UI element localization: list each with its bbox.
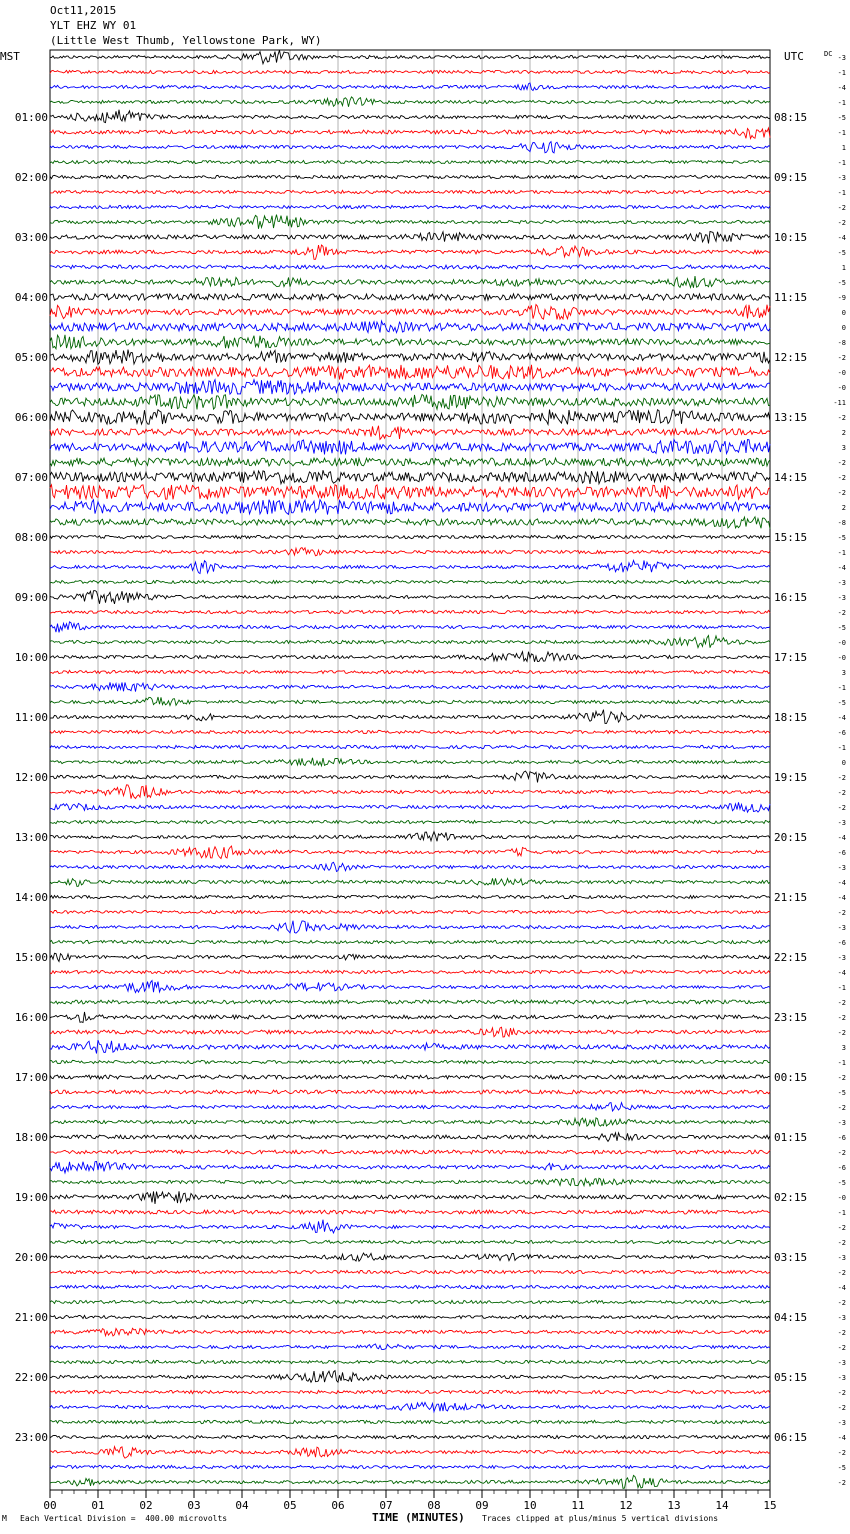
x-tick-label: 01 — [91, 1499, 105, 1512]
dc-offset-label: -1 — [837, 189, 846, 197]
dc-offset-label: -2 — [837, 1224, 846, 1232]
dc-offset-label: -1 — [837, 69, 846, 77]
trace-82 — [50, 1270, 770, 1273]
dc-offset-label: 2 — [841, 504, 846, 512]
trace-42 — [50, 670, 770, 673]
dc-offset-label: 0 — [841, 309, 846, 317]
dc-offset-label: -4 — [837, 834, 846, 842]
dc-offset-label: -3 — [837, 54, 846, 62]
trace-83 — [50, 1285, 770, 1288]
dc-offset-label: -3 — [837, 1254, 846, 1262]
mst-hour-label: 06:00 — [14, 411, 48, 424]
dc-offset-label: -2 — [837, 1329, 846, 1337]
dc-offset-label: 0 — [841, 759, 846, 767]
dc-offset-label: -5 — [837, 1179, 846, 1187]
trace-78 — [50, 1210, 770, 1214]
dc-offset-label: -1 — [837, 744, 846, 752]
dc-offset-label: -4 — [837, 84, 846, 92]
dc-offset-label: -2 — [837, 489, 846, 497]
scale-note: Each Vertical Division = 400.00 microvolts — [20, 1514, 228, 1523]
trace-79 — [50, 1220, 770, 1233]
dc-offset-label: -4 — [837, 969, 846, 977]
trace-69 — [50, 1075, 770, 1079]
x-tick-label: 03 — [187, 1499, 201, 1512]
dc-offset-label: -0 — [837, 654, 846, 662]
mst-hour-label: 08:00 — [14, 531, 48, 544]
mst-hour-label: 11:00 — [14, 711, 48, 724]
dc-offset-label: -3 — [837, 924, 846, 932]
dc-offset-label: -6 — [837, 729, 846, 737]
trace-72 — [50, 1118, 770, 1127]
dc-offset-label: -3 — [837, 594, 846, 602]
trace-70 — [50, 1090, 770, 1094]
trace-39 — [50, 622, 770, 633]
utc-hour-label: 00:15 — [774, 1071, 808, 1084]
trace-44 — [50, 697, 770, 706]
dc-offset-label: -6 — [837, 939, 846, 947]
station-label: YLT EHZ WY 01 — [50, 19, 137, 32]
utc-hour-label: 02:15 — [774, 1191, 808, 1204]
trace-33 — [50, 535, 770, 538]
x-tick-label: 11 — [571, 1499, 585, 1512]
trace-40 — [50, 636, 770, 648]
x-tick-label: 02 — [139, 1499, 153, 1512]
mst-hour-label: 10:00 — [14, 651, 48, 664]
dc-offset-label: -2 — [837, 909, 846, 917]
utc-hour-label: 01:15 — [774, 1131, 808, 1144]
dc-offset-label: -4 — [837, 879, 846, 887]
dc-offset-label: -1 — [837, 159, 846, 167]
x-tick-label: 07 — [379, 1499, 393, 1512]
mst-hour-label: 01:00 — [14, 111, 48, 124]
x-tick-label: 13 — [667, 1499, 681, 1512]
trace-80 — [50, 1240, 770, 1243]
x-tick-label: 15 — [763, 1499, 777, 1512]
mst-hour-label: 02:00 — [14, 171, 48, 184]
dc-offset-label: 1 — [841, 264, 846, 272]
trace-88 — [50, 1360, 770, 1363]
dc-offset-label: 2 — [841, 429, 846, 437]
utc-hour-label: 15:15 — [774, 531, 808, 544]
trace-16 — [50, 276, 770, 288]
trace-8 — [50, 160, 770, 163]
dc-offset-label: -1 — [837, 984, 846, 992]
trace-17 — [50, 294, 770, 300]
dc-offset-label: -3 — [837, 954, 846, 962]
trace-76 — [50, 1178, 770, 1186]
trace-91 — [50, 1402, 770, 1411]
trace-30 — [50, 485, 770, 500]
trace-85 — [50, 1315, 770, 1318]
dc-offset-label: -2 — [837, 1344, 846, 1352]
trace-63 — [50, 981, 770, 993]
dc-offset-label: -2 — [837, 609, 846, 617]
trace-94 — [50, 1447, 770, 1459]
utc-hour-label: 06:15 — [774, 1431, 808, 1444]
mst-hour-label: 21:00 — [14, 1311, 48, 1324]
mst-hour-label: 20:00 — [14, 1251, 48, 1264]
dc-offset-label: -4 — [837, 1434, 846, 1442]
corner-mark: M — [2, 1514, 7, 1523]
trace-53 — [50, 832, 770, 842]
utc-hour-label: 22:15 — [774, 951, 808, 964]
dc-offset-label: -6 — [837, 1164, 846, 1172]
dc-offset-label: -2 — [837, 354, 846, 362]
utc-hour-label: 13:15 — [774, 411, 808, 424]
dc-offset-label: -5 — [837, 249, 846, 257]
trace-64 — [50, 1000, 770, 1004]
utc-hour-label: 08:15 — [774, 111, 808, 124]
trace-50 — [50, 785, 770, 799]
trace-36 — [50, 580, 770, 583]
utc-hour-label: 14:15 — [774, 471, 808, 484]
x-axis-title: TIME (MINUTES) — [372, 1511, 465, 1524]
trace-25 — [50, 410, 770, 425]
dc-offset-label: -3 — [837, 819, 846, 827]
trace-22 — [50, 365, 770, 380]
mst-hour-label: 14:00 — [14, 891, 48, 904]
mst-hour-label: 22:00 — [14, 1371, 48, 1384]
trace-6 — [50, 128, 770, 139]
dc-offset-label: -8 — [837, 519, 846, 527]
dc-offset-label: 3 — [841, 669, 846, 677]
utc-hour-label: 05:15 — [774, 1371, 808, 1384]
trace-37 — [50, 591, 770, 604]
dc-offset-label: -2 — [837, 204, 846, 212]
utc-hour-label: 12:15 — [774, 351, 808, 364]
utc-hour-label: 11:15 — [774, 291, 808, 304]
dc-offset-label: -2 — [837, 1239, 846, 1247]
dc-offset-label: -3 — [837, 1419, 846, 1427]
trace-20 — [50, 335, 770, 349]
dc-offset-label: -2 — [837, 1389, 846, 1397]
dc-offset-label: -2 — [837, 1029, 846, 1037]
trace-28 — [50, 458, 770, 466]
x-tick-label: 08 — [427, 1499, 441, 1512]
trace-23 — [50, 380, 770, 395]
trace-90 — [50, 1390, 770, 1393]
trace-65 — [50, 1012, 770, 1023]
dc-offset-label: -5 — [837, 699, 846, 707]
x-tick-label: 06 — [331, 1499, 345, 1512]
x-tick-label: 00 — [43, 1499, 57, 1512]
dc-offset-label: 0 — [841, 324, 846, 332]
dc-offset-label: -8 — [837, 339, 846, 347]
dc-offset-label: -3 — [837, 1359, 846, 1367]
dc-offset-label: 1 — [841, 144, 846, 152]
trace-35 — [50, 560, 770, 573]
dc-offset-label: -5 — [837, 534, 846, 542]
mst-hour-label: 05:00 — [14, 351, 48, 364]
mst-hour-label: 09:00 — [14, 591, 48, 604]
utc-hour-label: 16:15 — [774, 591, 808, 604]
trace-32 — [50, 517, 770, 529]
trace-15 — [50, 265, 770, 269]
dc-offset-label: -2 — [837, 789, 846, 797]
mst-hour-label: 18:00 — [14, 1131, 48, 1144]
dc-offset-label: -5 — [837, 624, 846, 632]
mst-hour-label: 03:00 — [14, 231, 48, 244]
dc-offset-label: -4 — [837, 564, 846, 572]
dc-offset-label: -2 — [837, 1149, 846, 1157]
trace-68 — [50, 1060, 770, 1063]
trace-10 — [50, 190, 770, 193]
trace-21 — [50, 350, 770, 365]
dc-offset-label: -2 — [837, 999, 846, 1007]
dc-offset-label: -2 — [837, 1104, 846, 1112]
trace-58 — [50, 910, 770, 913]
dc-label: DC — [824, 50, 833, 58]
dc-offset-label: -2 — [837, 414, 846, 422]
trace-84 — [50, 1300, 770, 1303]
trace-96 — [50, 1475, 770, 1488]
mst-hour-label: 04:00 — [14, 291, 48, 304]
utc-hour-label: 18:15 — [774, 711, 808, 724]
trace-29 — [50, 470, 770, 484]
dc-offset-label: -2 — [837, 774, 846, 782]
dc-offset-label: -3 — [837, 864, 846, 872]
x-tick-label: 04 — [235, 1499, 249, 1512]
dc-offset-label: -3 — [837, 1119, 846, 1127]
trace-24 — [50, 395, 770, 410]
trace-3 — [50, 83, 770, 91]
mst-hour-label: 16:00 — [14, 1011, 48, 1024]
mst-hour-label: 17:00 — [14, 1071, 48, 1084]
trace-13 — [50, 232, 770, 244]
trace-5 — [50, 110, 770, 123]
dc-offset-label: 3 — [841, 1044, 846, 1052]
x-tick-label: 05 — [283, 1499, 297, 1512]
trace-2 — [50, 70, 770, 73]
trace-34 — [50, 548, 770, 556]
trace-45 — [50, 710, 770, 724]
trace-93 — [50, 1435, 770, 1438]
dc-offset-label: -1 — [837, 549, 846, 557]
trace-60 — [50, 940, 770, 943]
utc-hour-label: 03:15 — [774, 1251, 808, 1264]
trace-51 — [50, 802, 770, 812]
trace-26 — [50, 426, 770, 440]
trace-14 — [50, 245, 770, 259]
dc-offset-label: -5 — [837, 114, 846, 122]
utc-hour-label: 17:15 — [774, 651, 808, 664]
trace-11 — [50, 205, 770, 208]
trace-75 — [50, 1161, 770, 1173]
trace-57 — [50, 895, 770, 898]
utc-hour-label: 09:15 — [774, 171, 808, 184]
dc-offset-label: -0 — [837, 384, 846, 392]
dc-offset-label: -2 — [837, 1269, 846, 1277]
dc-offset-label: -1 — [837, 684, 846, 692]
dc-offset-label: -9 — [837, 294, 846, 302]
trace-89 — [50, 1371, 770, 1383]
utc-hour-label: 21:15 — [774, 891, 808, 904]
dc-offset-label: -3 — [837, 579, 846, 587]
trace-86 — [50, 1328, 770, 1336]
dc-offset-label: -5 — [837, 279, 846, 287]
dc-offset-label: -1 — [837, 129, 846, 137]
clip-note: Traces clipped at plus/minus 5 vertical divisions — [482, 1514, 719, 1523]
trace-41 — [50, 652, 770, 662]
dc-offset-label: -2 — [837, 1074, 846, 1082]
x-tick-label: 10 — [523, 1499, 537, 1512]
trace-18 — [50, 305, 770, 320]
trace-71 — [50, 1103, 770, 1111]
trace-7 — [50, 142, 770, 153]
trace-1 — [50, 50, 770, 64]
mst-label: MST — [0, 50, 20, 63]
utc-hour-label: 20:15 — [774, 831, 808, 844]
trace-87 — [50, 1344, 770, 1350]
utc-hour-label: 10:15 — [774, 231, 808, 244]
trace-49 — [50, 771, 770, 782]
trace-12 — [50, 215, 770, 229]
trace-56 — [50, 878, 770, 886]
trace-54 — [50, 846, 770, 859]
trace-38 — [50, 610, 770, 613]
trace-47 — [50, 745, 770, 748]
dc-offset-label: -3 — [837, 174, 846, 182]
trace-74 — [50, 1150, 770, 1154]
dc-offset-label: -5 — [837, 1464, 846, 1472]
dc-offset-label: -4 — [837, 894, 846, 902]
x-tick-label: 14 — [715, 1499, 729, 1512]
dc-offset-label: -0 — [837, 1194, 846, 1202]
utc-hour-label: 04:15 — [774, 1311, 808, 1324]
trace-95 — [50, 1465, 770, 1468]
mst-hour-label: 15:00 — [14, 951, 48, 964]
trace-81 — [50, 1253, 770, 1261]
dc-offset-label: -4 — [837, 234, 846, 242]
trace-46 — [50, 730, 770, 733]
utc-hour-label: 23:15 — [774, 1011, 808, 1024]
dc-offset-label: -11 — [833, 399, 846, 407]
mst-hour-label: 23:00 — [14, 1431, 48, 1444]
dc-offset-label: -2 — [837, 459, 846, 467]
trace-43 — [50, 682, 770, 691]
dc-offset-label: -2 — [837, 1404, 846, 1412]
dc-offset-label: -1 — [837, 1209, 846, 1217]
dc-offset-label: -0 — [837, 639, 846, 647]
dc-offset-label: -2 — [837, 1299, 846, 1307]
trace-59 — [50, 921, 770, 933]
utc-hour-label: 19:15 — [774, 771, 808, 784]
dc-offset-label: -2 — [837, 1449, 846, 1457]
trace-62 — [50, 970, 770, 973]
dc-offset-label: -5 — [837, 1089, 846, 1097]
dc-offset-label: -2 — [837, 1014, 846, 1022]
dc-offset-label: -6 — [837, 1134, 846, 1142]
trace-92 — [50, 1420, 770, 1423]
dc-offset-label: -1 — [837, 1059, 846, 1067]
dc-offset-label: -2 — [837, 219, 846, 227]
trace-52 — [50, 820, 770, 823]
dc-offset-label: -6 — [837, 849, 846, 857]
dc-offset-label: -2 — [837, 804, 846, 812]
dc-offset-label: -3 — [837, 1374, 846, 1382]
dc-offset-label: -3 — [837, 1314, 846, 1322]
dc-offset-label: -2 — [837, 474, 846, 482]
trace-27 — [50, 440, 770, 455]
trace-48 — [50, 758, 770, 766]
dc-offset-label: -4 — [837, 714, 846, 722]
dc-offset-label: -1 — [837, 99, 846, 107]
dc-offset-label: -0 — [837, 369, 846, 377]
trace-9 — [50, 175, 770, 178]
utc-label: UTC — [784, 50, 804, 63]
trace-66 — [50, 1027, 770, 1037]
mst-hour-label: 19:00 — [14, 1191, 48, 1204]
mst-hour-label: 13:00 — [14, 831, 48, 844]
date-label: Oct11,2015 — [50, 4, 117, 17]
mst-hour-label: 12:00 — [14, 771, 48, 784]
trace-19 — [50, 321, 770, 333]
trace-55 — [50, 862, 770, 871]
x-tick-label: 09 — [475, 1499, 489, 1512]
trace-73 — [50, 1133, 770, 1142]
dc-offset-label: -2 — [837, 1479, 846, 1487]
trace-31 — [50, 500, 770, 515]
dc-offset-label: 3 — [841, 444, 846, 452]
trace-4 — [50, 97, 770, 107]
trace-67 — [50, 1040, 770, 1053]
trace-61 — [50, 953, 770, 961]
location-label: (Little West Thumb, Yellowstone Park, WY) — [50, 34, 322, 47]
dc-offset-label: -4 — [837, 1284, 846, 1292]
trace-77 — [50, 1191, 770, 1204]
mst-hour-label: 07:00 — [14, 471, 48, 484]
x-tick-label: 12 — [619, 1499, 633, 1512]
